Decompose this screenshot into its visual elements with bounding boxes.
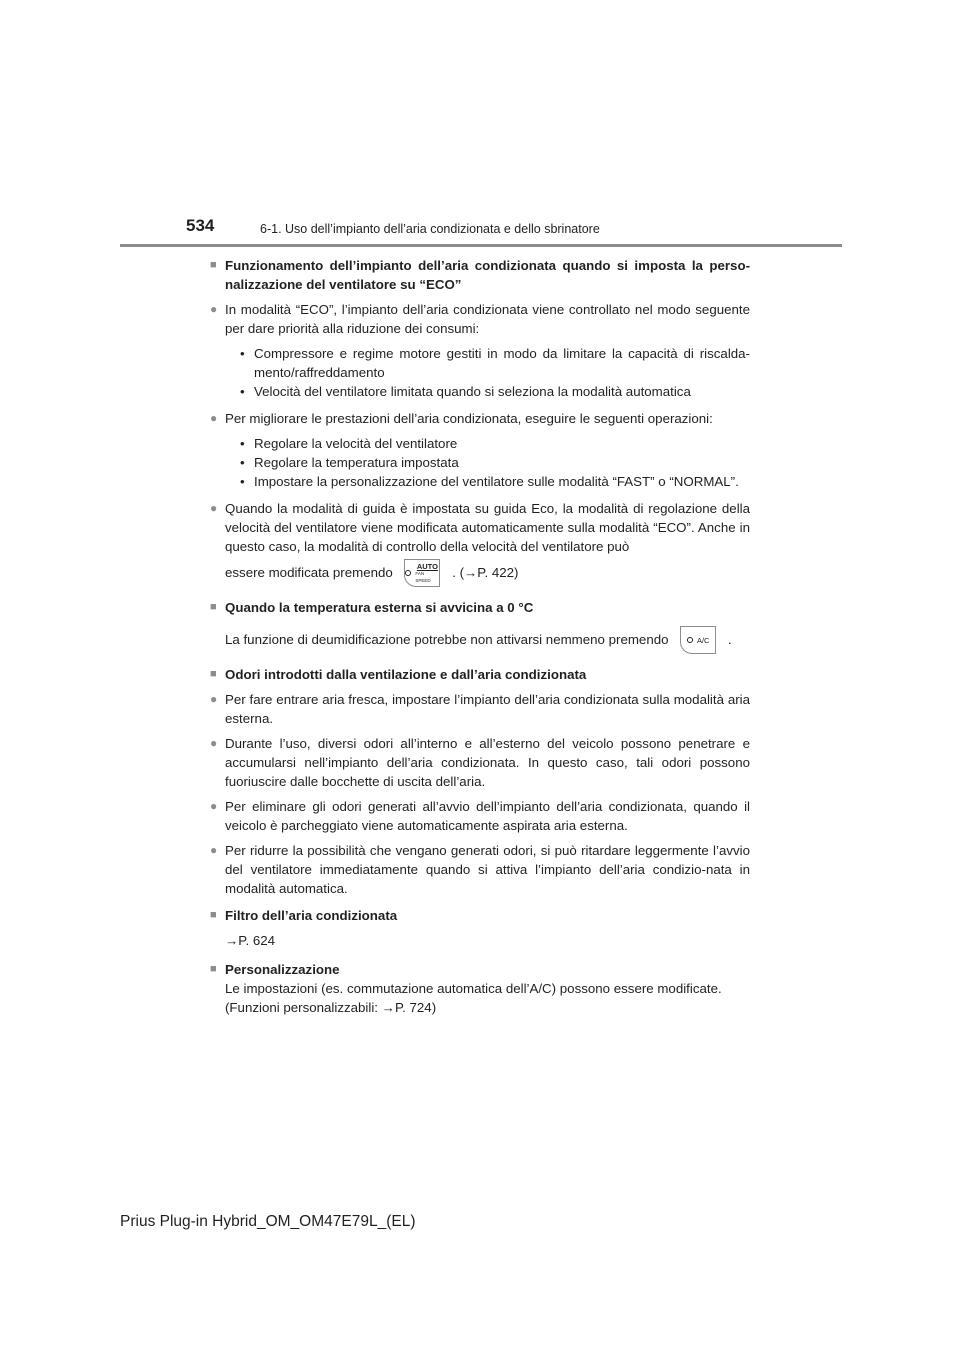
header-rule — [120, 244, 842, 247]
circle-bullet-icon: ● — [210, 501, 218, 515]
list-item: • Regolare la velocità del ventilatore — [240, 436, 458, 451]
bullet-reduce-odors: ● Per ridurre la possibilità che vengano generati odori, si può ritardare leggermente l’avvio del ventilatore immediatamente quando si attiva l’impianto dell’aria condizio-nata in modalità automatica. — [210, 843, 750, 896]
indicator-led-icon — [687, 637, 693, 643]
ac-button-icon: A/C — [680, 626, 716, 654]
personalization-text: Le impostazioni (es. commutazione automatica dell’A/C) possono essere modificate. (Funzioni personalizzabili: →P. 724) — [225, 981, 722, 1015]
filter-page-ref: →P. 624 — [225, 933, 276, 948]
page-content — [210, 256, 750, 1017]
bullet-fresh-air: ● Per fare entrare aria fresca, impostare l’impianto dell’aria condizionata sulla modalità aria esterna. — [210, 692, 750, 726]
bullet-eco-mode: ● In modalità “ECO”, l’impianto dell’aria condizionata viene controllato nel modo seguente per dare priorità alla riduzione dei consumi: — [210, 302, 750, 336]
list-item: • Velocità del ventilatore limitata quando si seleziona la modalità automatica — [240, 384, 691, 399]
dehumidify-text: La funzione di deumidificazione potrebbe non attivarsi nemmeno premendo A/C . — [225, 623, 750, 657]
square-bullet-icon: ■ — [210, 259, 217, 271]
improve-sublist — [210, 434, 750, 491]
page-number: 534 — [186, 216, 215, 235]
list-item: • Impostare la personalizzazione del ventilatore sulle modalità “FAST” o “NORMAL”. — [240, 474, 739, 489]
circle-bullet-icon: ● — [210, 736, 218, 750]
eco-mode-sublist — [210, 344, 750, 401]
footer-model: Prius Plug-in Hybrid_OM_OM47E79L_(EL) — [120, 1213, 416, 1230]
square-bullet-icon: ■ — [210, 668, 217, 680]
square-bullet-icon: ■ — [210, 909, 217, 921]
square-bullet-icon: ■ — [210, 601, 217, 613]
circle-bullet-icon: ● — [210, 843, 218, 857]
circle-bullet-icon: ● — [210, 692, 218, 706]
heading-personalization: ■ Personalizzazione — [210, 962, 340, 977]
heading-eco-fan: ■ Funzionamento dell’impianto dell’aria condizionata quando si imposta la perso-nalizzazione del ventilatore su “ECO” — [210, 258, 750, 292]
list-item: • Compressore e regime motore gestiti in modo da limitare la capacità di riscalda-mento/raffreddamento — [240, 346, 750, 380]
bullet-eliminate-odors: ● Per eliminare gli odori generati all’avvio dell’impianto dell’aria condizionata, quando il veicolo è parcheggiato viene automaticamente aspirata aria esterna. — [210, 799, 750, 833]
auto-fan-speed-button-icon: AUTO FAN SPEED — [404, 559, 440, 587]
circle-bullet-icon: ● — [210, 411, 218, 425]
list-item: • Regolare la temperatura impostata — [240, 455, 459, 470]
heading-odors: ■ Odori introdotti dalla ventilazione e dall’aria condizionata — [210, 667, 587, 682]
bullet-odors-accumulate: ● Durante l’uso, diversi odori all’interno e all’esterno del veicolo possono penetrare e accumularsi nell’impianto dell’aria condizionata. In questo caso, tali odori possono fuoriuscire dalle bocchette di uscita dell’aria. — [210, 736, 750, 789]
heading-outside-temp: ■ Quando la temperatura esterna si avvicina a 0 °C — [210, 600, 534, 615]
circle-bullet-icon: ● — [210, 302, 218, 316]
circle-bullet-icon: ● — [210, 799, 218, 813]
bullet-improve-performance: ● Per migliorare le prestazioni dell’aria condizionata, eseguire le seguenti operazioni: — [210, 411, 713, 426]
bullet-eco-drive: ● Quando la modalità di guida è impostata su guida Eco, la modalità di regolazione della velocità del ventilatore viene modificata automaticamente sulla modalità “ECO”. Anche in questo caso, la modalità di controllo della velocità del ventilatore può essere modificata premendo AUTO FAN SPEED . (→P. 422) — [210, 499, 750, 590]
indicator-led-icon — [405, 570, 411, 576]
section-title: 6-1. Uso dell’impianto dell’aria condizionata e dello sbrinatore — [260, 222, 600, 236]
heading-ac-filter: ■ Filtro dell’aria condizionata — [210, 908, 398, 923]
square-bullet-icon: ■ — [210, 963, 217, 975]
